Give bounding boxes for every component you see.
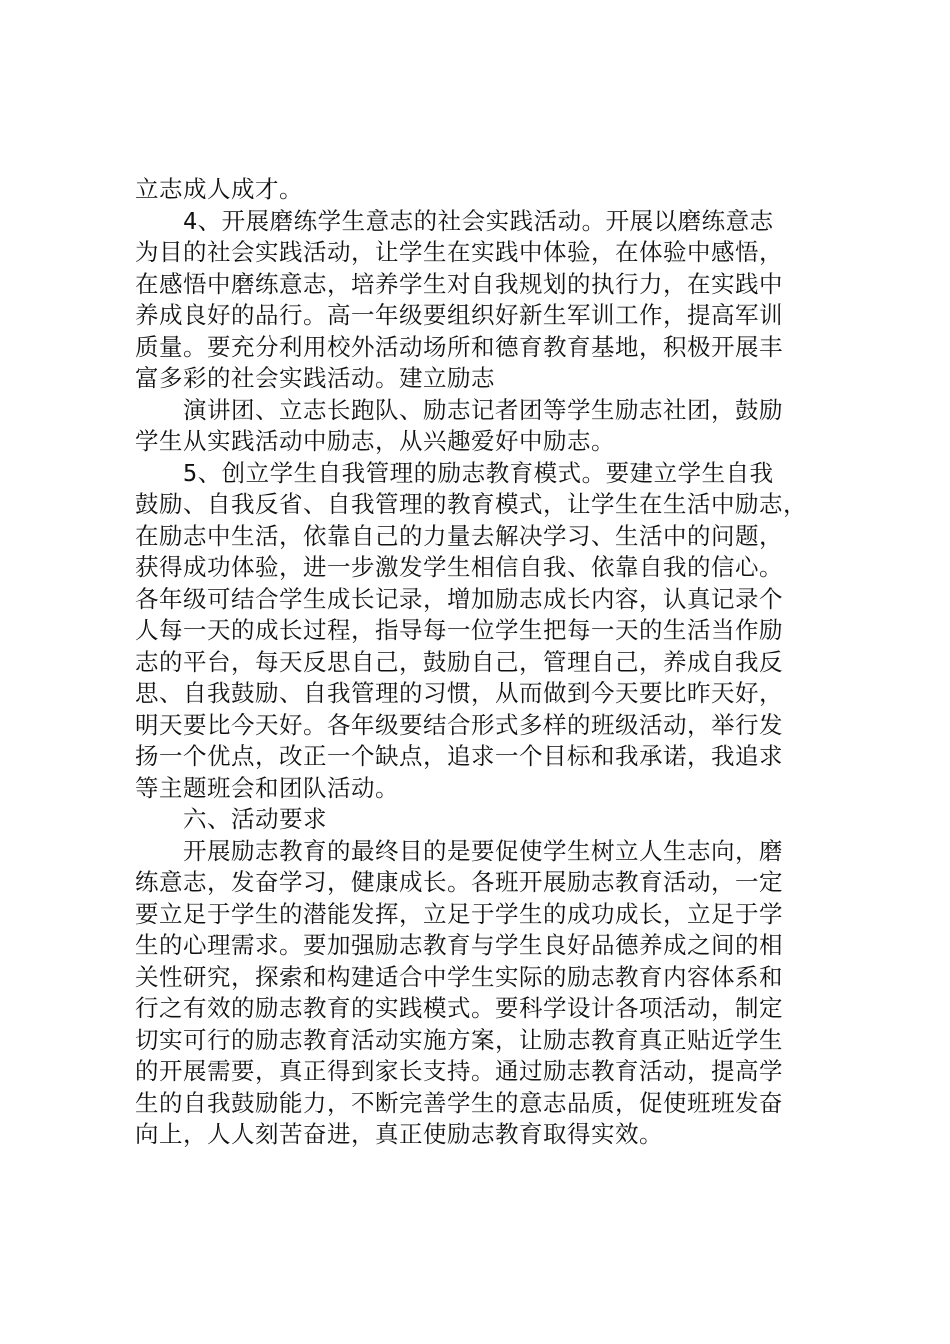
- text-line: 获得成功体验，进一步激发学生相信自我、依靠自我的信心。: [135, 553, 783, 581]
- text-line: 立志成人成才。: [135, 175, 303, 203]
- text-line: 各年级可结合学生成长记录，增加励志成长内容，认真记录个: [135, 584, 783, 613]
- text-line: 在励志中生活，依靠自己的力量去解决学习、生活中的问题，: [135, 521, 783, 550]
- text-line: 学生从实践活动中励志，从兴趣爱好中励志。: [135, 427, 615, 455]
- body-text: [135, 174, 825, 1151]
- text-line: 向上，人人刻苦奋进，真正使励志教育取得实效。: [135, 1120, 663, 1148]
- text-line: 开展励志教育的最终目的是要促使学生树立人生志向，磨: [135, 836, 783, 865]
- text-line: 演讲团、立志长跑队、励志记者团等学生励志社团，鼓励: [135, 395, 783, 424]
- text-line: 鼓励、自我反省、自我管理的教育模式，让学生在生活中励志，: [135, 490, 807, 518]
- text-line: 明天要比今天好。各年级要结合形式多样的班级活动，举行发: [135, 710, 783, 739]
- text-line: 质量。要充分利用校外活动场所和德育教育基地，积极开展丰: [135, 332, 783, 361]
- text-line: 思、自我鼓励、自我管理的习惯，从而做到今天要比昨天好，: [135, 679, 783, 707]
- text-line: 在感悟中磨练意志，培养学生对自我规划的执行力，在实践中: [135, 269, 783, 298]
- text-line: 4、开展磨练学生意志的社会实践活动。开展以磨练意志: [135, 206, 774, 235]
- text-line: 养成良好的品行。高一年级要组织好新生军训工作，提高军训: [135, 301, 783, 329]
- text-line: 练意志，发奋学习，健康成长。各班开展励志教育活动，一定: [135, 868, 783, 896]
- text-line: 关性研究，探索和构建适合中学生实际的励志教育内容体系和: [135, 962, 783, 991]
- text-line: 生的自我鼓励能力，不断完善学生的意志品质，促使班班发奋: [135, 1088, 783, 1117]
- text-line: 富多彩的社会实践活动。建立励志: [135, 364, 495, 392]
- text-line: 行之有效的励志教育的实践模式。要科学设计各项活动，制定: [135, 994, 783, 1022]
- text-line: 等主题班会和团队活动。: [135, 773, 399, 802]
- text-line: 要立足于学生的潜能发挥，立足于学生的成功成长，立足于学: [135, 899, 783, 928]
- text-line: 为目的社会实践活动，让学生在实践中体验，在体验中感悟，: [135, 238, 783, 266]
- section-heading: 六、活动要求: [135, 805, 327, 833]
- text-line: 人每一天的成长过程，指导每一位学生把每一天的生活当作励: [135, 616, 783, 644]
- text-line: 生的心理需求。要加强励志教育与学生良好品德养成之间的相: [135, 931, 783, 959]
- text-line: 志的平台，每天反思自己，鼓励自己，管理自己，养成自我反: [135, 647, 783, 676]
- text-line: 切实可行的励志教育活动实施方案，让励志教育真正贴近学生: [135, 1025, 783, 1054]
- text-line: 5、创立学生自我管理的励志教育模式。要建立学生自我: [135, 458, 774, 487]
- text-line: 的开展需要，真正得到家长支持。通过励志教育活动，提高学: [135, 1057, 783, 1085]
- text-line: 扬一个优点，改正一个缺点，追求一个目标和我承诺，我追求: [135, 742, 783, 770]
